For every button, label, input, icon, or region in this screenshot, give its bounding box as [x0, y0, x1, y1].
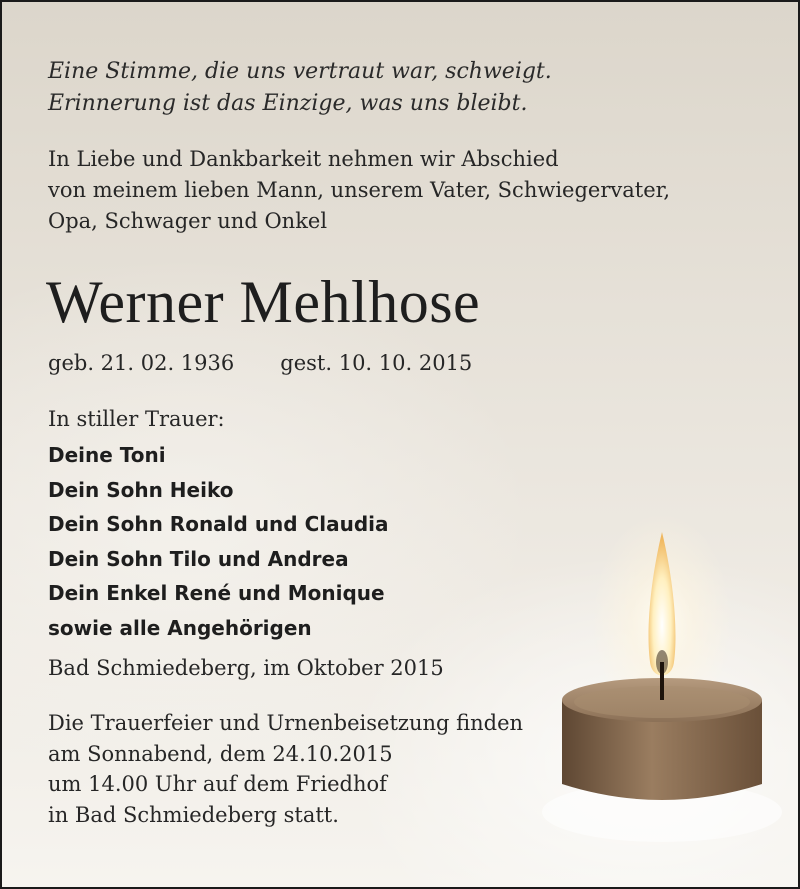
death-date: gest. 10. 10. 2015: [280, 351, 473, 375]
place-date: Bad Schmiedeberg, im Oktober 2015: [48, 656, 444, 680]
mourning-label: In stiller Trauer:: [48, 407, 225, 431]
mourner: Dein Sohn Heiko: [48, 477, 234, 502]
intro-text: [48, 144, 670, 237]
mourners-list: [48, 438, 389, 645]
mourner: Dein Enkel René und Monique: [48, 581, 385, 605]
birth-date: geb. 21. 02. 1936: [48, 351, 235, 375]
mourner: Deine Toni: [48, 443, 166, 467]
life-dates: [48, 348, 472, 378]
funeral-line: am Sonnabend, dem 24.10.2015: [48, 741, 393, 766]
intro-line: von meinem lieben Mann, unserem Vater, Schwiegervater,: [48, 178, 671, 202]
funeral-line: um 14.00 Uhr auf dem Friedhof: [48, 772, 387, 796]
candle-icon: [542, 512, 782, 842]
funeral-line: in Bad Schmiedeberg statt.: [48, 802, 339, 827]
deceased-name: Werner Mehlhose: [46, 269, 481, 335]
funeral-line: Die Trauerfeier und Urnenbeisetzung finden: [48, 711, 524, 735]
motto-line: Eine Stimme, die uns vertraut war, schweigt.: [48, 59, 552, 84]
mourner: sowie alle Angehörigen: [48, 615, 312, 640]
motto: [48, 56, 552, 120]
intro-line: Opa, Schwager und Onkel: [48, 209, 328, 233]
funeral-info: [48, 708, 523, 830]
mourner: Dein Sohn Tilo und Andrea: [48, 546, 349, 571]
mourner: Dein Sohn Ronald und Claudia: [48, 512, 389, 536]
intro-line: In Liebe und Dankbarkeit nehmen wir Abschied: [48, 147, 559, 171]
motto-line: Erinnerung ist das Einzige, was uns bleibt.: [48, 91, 528, 116]
